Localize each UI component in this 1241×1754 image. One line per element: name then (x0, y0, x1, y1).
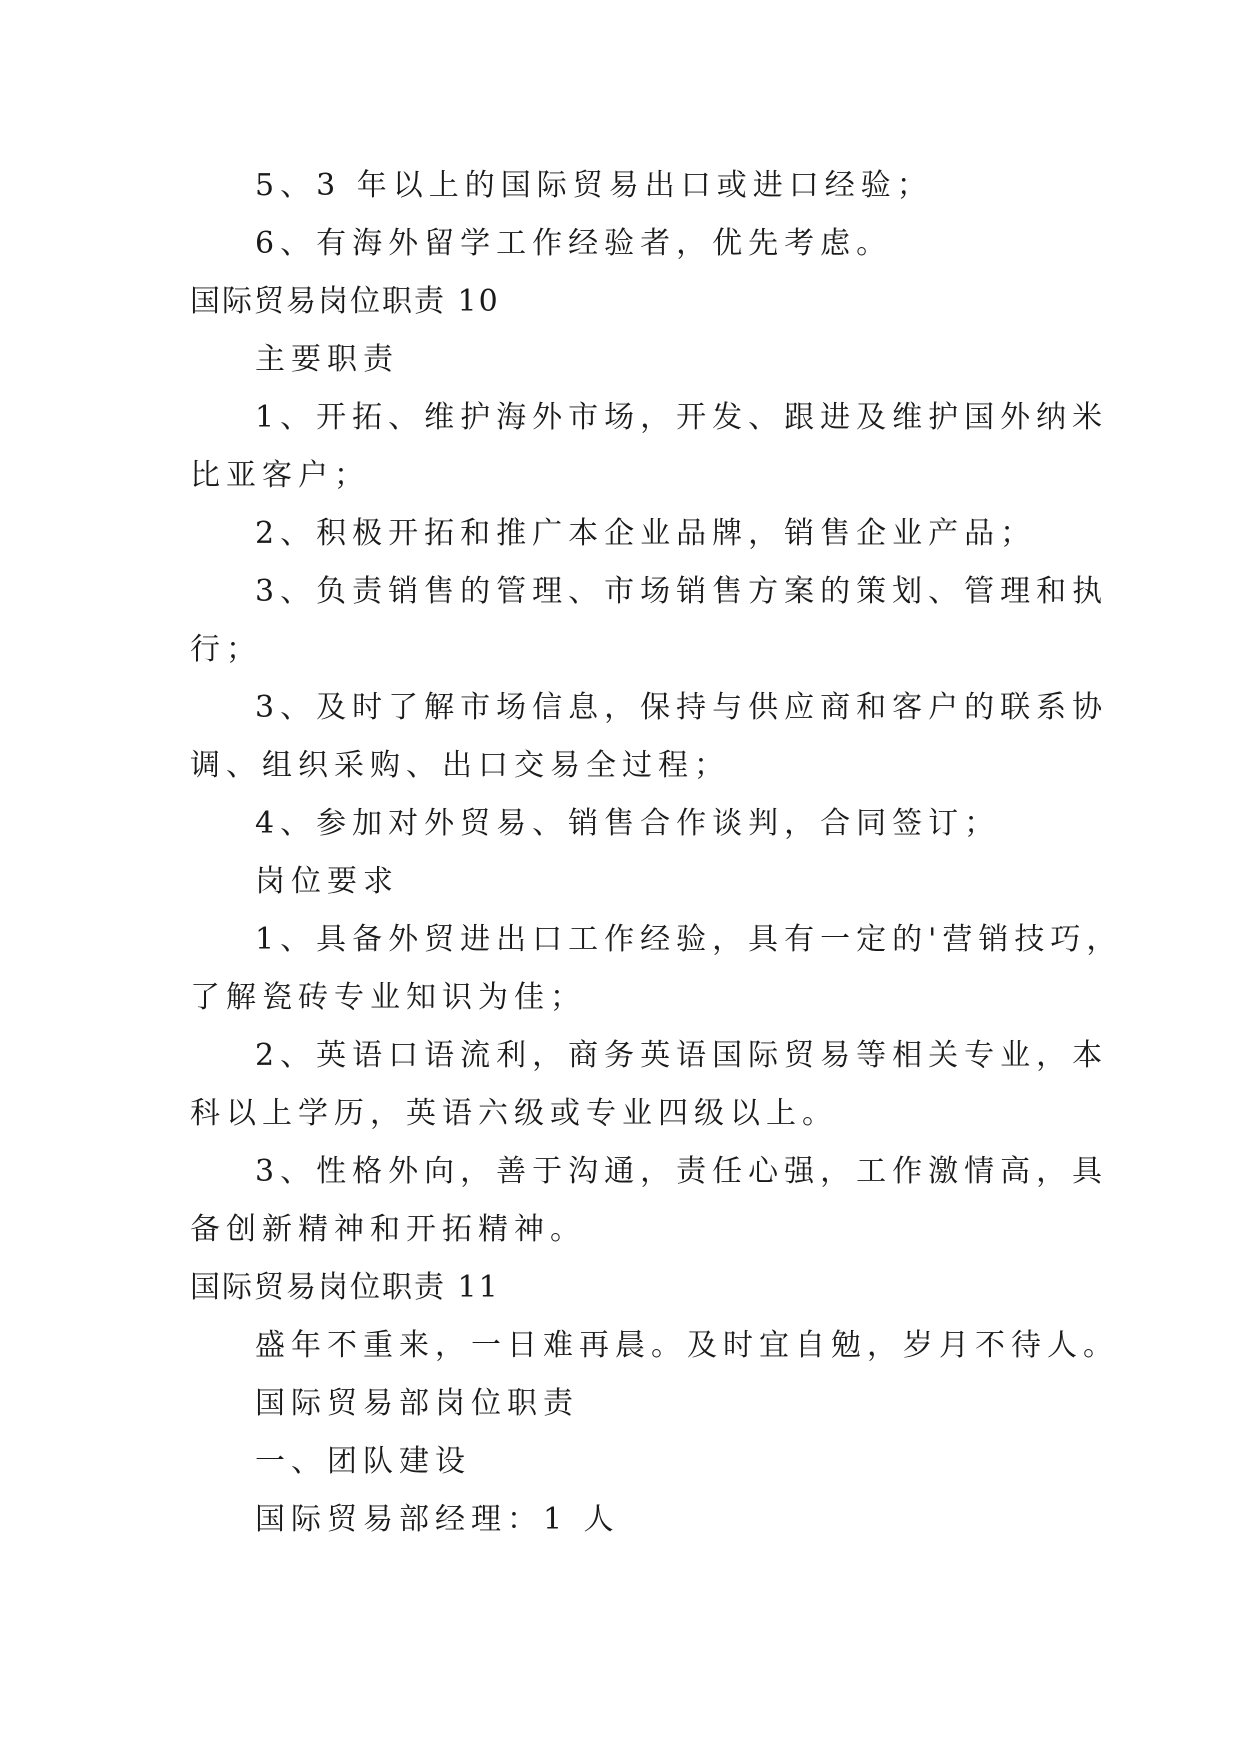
subheading-department-duties: 国际贸易部岗位职责 (255, 1386, 579, 1421)
duty-item-2: 2、积极开拓和推广本企业品牌，销售企业产品； (255, 516, 1037, 551)
section-heading-10: 国际贸易岗位职责 10 (190, 284, 500, 319)
requirement-item-2-continued: 科以上学历，英语六级或专业四级以上。 (190, 1096, 838, 1131)
requirement-item-6: 6、有海外留学工作经验者，优先考虑。 (255, 226, 893, 261)
duty-item-3b-continued: 调、组织采购、出口交易全过程； (190, 748, 730, 783)
quote-line: 盛年不重来，一日难再晨。及时宜自勉，岁月不待人。 (255, 1328, 1119, 1363)
requirement-item-1-continued: 了解瓷砖专业知识为佳； (190, 980, 586, 1015)
duty-item-1-continued: 比亚客户； (190, 458, 370, 493)
subheading-requirements: 岗位要求 (255, 864, 399, 899)
duty-item-1: 1、开拓、维护海外市场，开发、跟进及维护国外纳米 (255, 400, 1109, 435)
requirement-item-5: 5、3 年以上的国际贸易出口或进口经验； (255, 168, 933, 203)
requirement-item-1: 1、具备外贸进出口工作经验，具有一定的'营销技巧， (255, 922, 1123, 957)
staffing-line-manager: 国际贸易部经理：1 人 (255, 1502, 620, 1537)
duty-item-3b: 3、及时了解市场信息，保持与供应商和客户的联系协 (255, 690, 1109, 725)
duty-item-4: 4、参加对外贸易、销售合作谈判，合同签订； (255, 806, 1001, 841)
duty-item-3: 3、负责销售的管理、市场销售方案的策划、管理和执 (255, 574, 1109, 609)
requirement-item-2: 2、英语口语流利，商务英语国际贸易等相关专业，本 (255, 1038, 1109, 1073)
section-heading-11: 国际贸易岗位职责 11 (190, 1270, 500, 1305)
duty-item-3-continued: 行； (190, 632, 262, 667)
subheading-team-building: 一、团队建设 (255, 1444, 471, 1479)
subheading-main-duties: 主要职责 (255, 342, 399, 377)
requirement-item-3-continued: 备创新精神和开拓精神。 (190, 1212, 586, 1247)
requirement-item-3: 3、性格外向，善于沟通，责任心强，工作激情高，具 (255, 1154, 1109, 1189)
